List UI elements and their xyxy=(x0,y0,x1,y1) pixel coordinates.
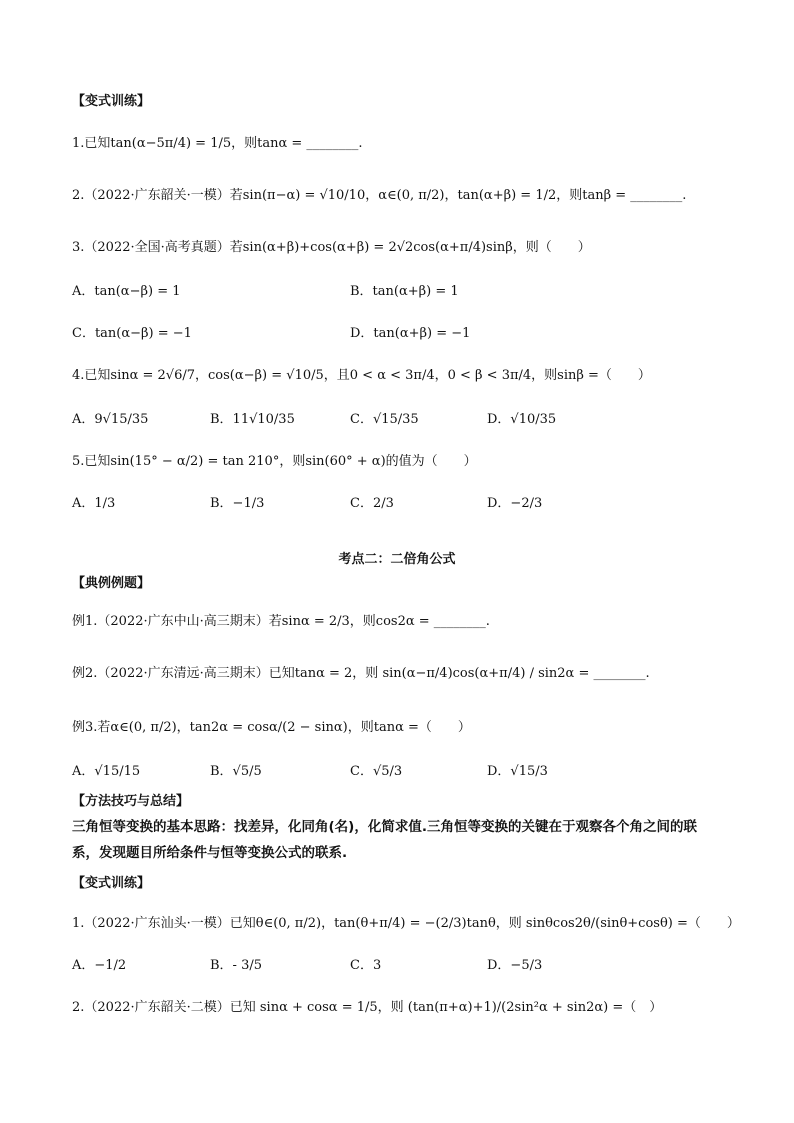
problem-2: 2.（2022·广东韶关·一模）若sin(π−α) = √10/10，α∈(0, π/2)，tan(α+β) = 1/2，则tanβ = ________. xyxy=(72,188,687,203)
example-3-option-b: B．√5/5 xyxy=(210,764,262,779)
example-3-option-d: D．√15/3 xyxy=(487,764,548,779)
problem-5-option-b: B．−1/3 xyxy=(210,496,265,511)
example-3-option-c: C．√5/3 xyxy=(350,764,403,779)
example-3: 例3.若α∈(0, π/2)，tan2α = cosα/(2 − sinα)，则tanα =（ ） xyxy=(72,720,471,735)
problem-3-option-d: D．tan(α+β) = −1 xyxy=(350,326,471,341)
example-3-option-a: A．√15/15 xyxy=(72,764,141,779)
section-variant-training: 【变式训练】 xyxy=(72,94,151,109)
example-2: 例2.（2022·广东清远·高三期末）已知tanα = 2，则 sin(α−π/4)cos(α+π/4) / sin2α = ________. xyxy=(72,666,650,681)
problem-4-option-a: A．9√15/35 xyxy=(72,412,149,427)
problem-b-1-option-d: D．−5/3 xyxy=(487,958,543,973)
example-1: 例1.（2022·广东中山·高三期末）若sinα = 2/3，则cos2α = ________. xyxy=(72,614,490,629)
problem-b-1-option-b: B．- 3/5 xyxy=(210,958,263,973)
problem-3: 3.（2022·全国·高考真题）若sin(α+β)+cos(α+β) = 2√2cos(α+π/4)sinβ，则（ ） xyxy=(72,240,591,255)
problem-5-option-d: D．−2/3 xyxy=(487,496,543,511)
problem-b-2: 2.（2022·广东韶关·二模）已知 sinα + cosα = 1/5，则 (tan(π+α)+1)/(2sin²α + sin2α) =（ ） xyxy=(72,1000,663,1015)
problem-4-option-b: B．11√10/35 xyxy=(210,412,295,427)
problem-4-option-d: D．√10/35 xyxy=(487,412,557,427)
section-typical-examples: 【典例例题】 xyxy=(72,576,151,591)
problem-1: 1.已知tan(α−5π/4) = 1/5，则tanα = ________. xyxy=(72,136,363,151)
method-summary-text: 三角恒等变换的基本思路：找差异，化同角(名)，化简求值.三角恒等变换的关键在于观察各个角之间的联系，发现题目所给条件与恒等变换公式的联系. xyxy=(72,819,697,861)
section-method-summary: 【方法技巧与总结】 xyxy=(72,794,190,809)
problem-b-1-option-a: A．−1/2 xyxy=(72,958,127,973)
problem-5-option-a: A．1/3 xyxy=(72,496,116,511)
section-variant-training-2: 【变式训练】 xyxy=(72,876,151,891)
problem-4: 4.已知sinα = 2√6/7，cos(α−β) = √10/5，且0 < α < 3π/4，0 < β < 3π/4，则sinβ =（ ） xyxy=(72,368,651,383)
problem-4-option-c: C．√15/35 xyxy=(350,412,419,427)
problem-5-option-c: C．2/3 xyxy=(350,496,394,511)
problem-3-option-c: C．tan(α−β) = −1 xyxy=(72,326,192,341)
problem-3-option-a: A．tan(α−β) = 1 xyxy=(72,284,181,299)
topic-2-title: 考点二：二倍角公式 xyxy=(338,552,456,567)
problem-b-1-option-c: C．3 xyxy=(350,958,382,973)
problem-b-1: 1.（2022·广东汕头·一模）已知θ∈(0, π/2)，tan(θ+π/4) = −(2/3)tanθ，则 sinθcos2θ/(sinθ+cosθ) =（ ） xyxy=(72,916,740,931)
problem-5: 5.已知sin(15° − α/2) = tan 210°，则sin(60° + α)的值为（ ） xyxy=(72,454,477,469)
problem-3-option-b: B．tan(α+β) = 1 xyxy=(350,284,459,299)
